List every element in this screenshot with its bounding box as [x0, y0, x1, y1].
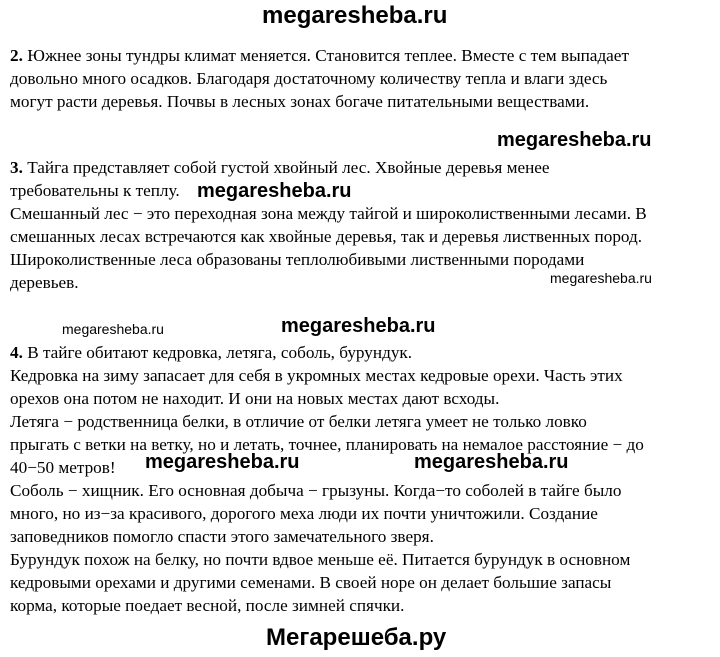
- answer-4-line-12: корма, которые поедает весной, после зимней спячки.: [10, 596, 405, 615]
- answer-4-line-3: орехов она потом не находит. И они на новых местах дают всходы.: [10, 389, 500, 408]
- answer-4-text: В тайге обитают кедровка, летяга, соболь, бурундук.: [22, 343, 413, 362]
- answer-4-line-9: заповедников помогло спасти этого замечательного зверя.: [10, 527, 434, 546]
- answer-3-line-5: Широколиственные леса образованы теплолюбивыми лиственными породами: [10, 250, 585, 269]
- watermark-small: megaresheba.ru: [550, 270, 652, 286]
- answer-4-line-4: Летяга − родственница белки, в отличие от белки летяга умеет не только ловко: [10, 412, 587, 431]
- watermark: megaresheba.ru: [145, 451, 300, 473]
- watermark: megaresheba.ru: [414, 451, 569, 473]
- answer-4-line-7: Соболь − хищник. Его основная добыча − грызуны. Когда−то соболей в тайге было: [10, 481, 622, 500]
- answer-4: [10, 341, 715, 617]
- footer-watermark: Мегарешеба.ру: [266, 624, 447, 651]
- watermark: megaresheba.ru: [197, 180, 352, 202]
- answer-3-number: 3.: [10, 158, 23, 177]
- answer-3-line-4: смешанных лесах встречаются как хвойные деревья, так и деревья лиственных пород.: [10, 227, 643, 246]
- answer-4-line-11: кедровыми орехами и другими семенами. В своей норе он делает большие запасы: [10, 573, 612, 592]
- answer-2-text: Южнее зоны тундры климат меняется. Становится теплее. Вместе с тем выпадает: [22, 46, 629, 65]
- answer-2-line-2: довольно много осадков. Благодаря достаточному количеству тепла и влаги здесь: [10, 69, 608, 88]
- answer-4-line-6: 40−50 метров!: [10, 458, 116, 477]
- answer-3-line-3: Смешанный лес − это переходная зона между тайгой и широколиственными лесами. В: [10, 204, 647, 223]
- answer-2-number: 2.: [10, 46, 23, 65]
- watermark: megaresheba.ru: [497, 129, 652, 151]
- answer-2-line-3: могут расти деревья. Почвы в лесных зонах богаче питательными веществами.: [10, 92, 590, 111]
- answer-4-line-8: много, но из−за красивого, дорогого меха люди их почти уничтожили. Создание: [10, 504, 598, 523]
- answer-3-line-1: [10, 156, 715, 179]
- watermark: megaresheba.ru: [281, 315, 436, 337]
- answer-4-line-10: Бурундук похож на белку, но почти вдвое меньше её. Питается бурундук в основном: [10, 550, 631, 569]
- header-watermark: megaresheba.ru: [262, 2, 448, 29]
- answer-3-text: Тайга представляет собой густой хвойный лес. Хвойные деревья менее: [22, 158, 550, 177]
- answer-2: [10, 44, 715, 113]
- answer-4-line-2: Кедровка на зиму запасает для себя в укромных местах кедровые орехи. Часть этих: [10, 366, 623, 385]
- answer-4-line-5: прыгать с ветки на ветку, но и летать, точнее, планировать на немалое расстояние − до: [10, 435, 644, 454]
- answer-4-line-1: [10, 341, 715, 364]
- answer-3-line-2: требовательны к теплу.: [10, 181, 180, 200]
- answer-4-number: 4.: [10, 343, 23, 362]
- watermark-small: megaresheba.ru: [62, 321, 164, 337]
- answer-3-line-6: деревьев.: [10, 273, 79, 292]
- answer-2-line-1: [10, 44, 715, 67]
